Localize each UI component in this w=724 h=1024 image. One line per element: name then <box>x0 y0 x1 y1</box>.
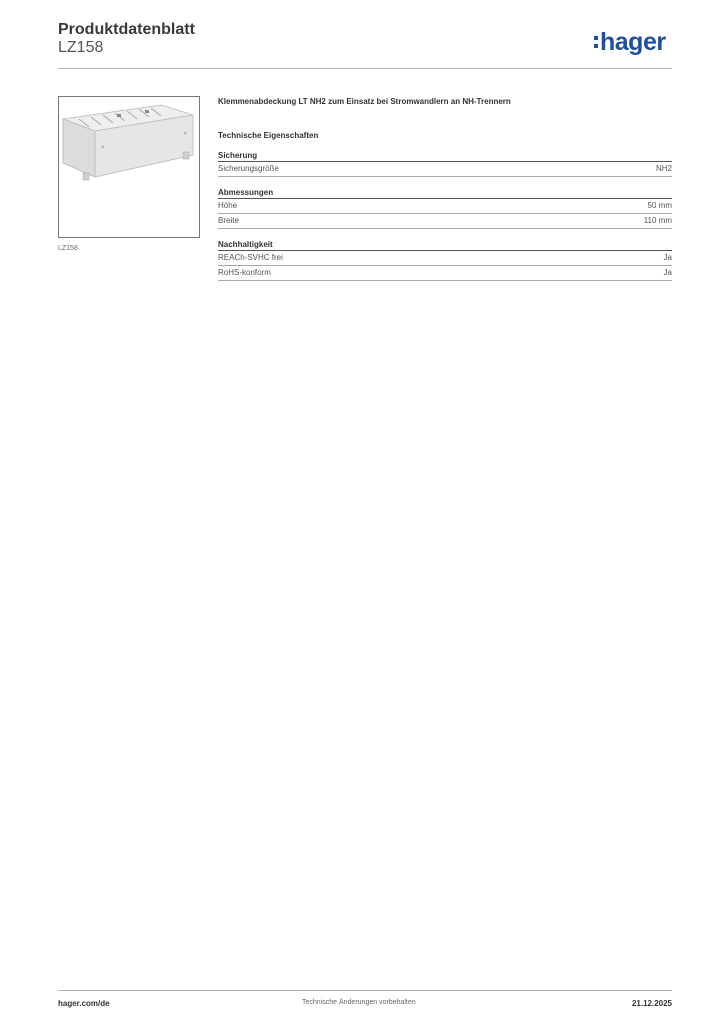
image-caption: LZ158 <box>58 245 78 252</box>
footer-notice: Technische Änderungen vorbehalten <box>302 999 416 1006</box>
product-image <box>58 96 200 238</box>
group-nachhaltigkeit <box>218 240 672 281</box>
footer-divider <box>58 990 672 991</box>
group-title: Sicherung <box>218 151 672 162</box>
spec-label: Sicherungsgröße <box>218 164 279 173</box>
spec-value: 50 mm <box>647 201 672 210</box>
spec-value: Ja <box>663 253 672 262</box>
header-divider <box>58 68 672 69</box>
logo-dots-icon <box>594 36 598 48</box>
product-details <box>218 97 672 281</box>
spec-row <box>218 214 672 229</box>
spec-value: 110 mm <box>643 216 672 225</box>
spec-label: Höhe <box>218 201 238 210</box>
spec-row <box>218 251 672 266</box>
product-description: Klemmenabdeckung LT NH2 zum Einsatz bei Stromwandlern an NH-Trennern <box>218 97 511 106</box>
spec-row <box>218 199 672 214</box>
spec-label: Breite <box>218 216 239 225</box>
footer-date: 21.12.2025 <box>631 999 672 1008</box>
page-title: Produktdatenblatt <box>58 21 195 38</box>
group-sicherung <box>218 151 672 177</box>
product-code: LZ158 <box>58 39 104 56</box>
terminal-cover-icon <box>59 97 199 237</box>
hager-logo <box>594 28 666 56</box>
logo-text: hager <box>600 27 666 56</box>
group-abmessungen <box>218 188 672 229</box>
spec-row <box>218 162 672 177</box>
group-title: Abmessungen <box>218 188 672 199</box>
group-title: Nachhaltigkeit <box>218 240 672 251</box>
spec-row <box>218 266 672 281</box>
spec-value: Ja <box>663 268 672 277</box>
section-title: Technische Eigenschaften <box>218 131 319 140</box>
spec-value: NH2 <box>655 164 672 173</box>
spec-label: REACh-SVHC frei <box>218 253 283 262</box>
spec-label: RoHS-konform <box>218 268 271 277</box>
footer-website-link[interactable]: hager.com/de <box>58 999 110 1008</box>
